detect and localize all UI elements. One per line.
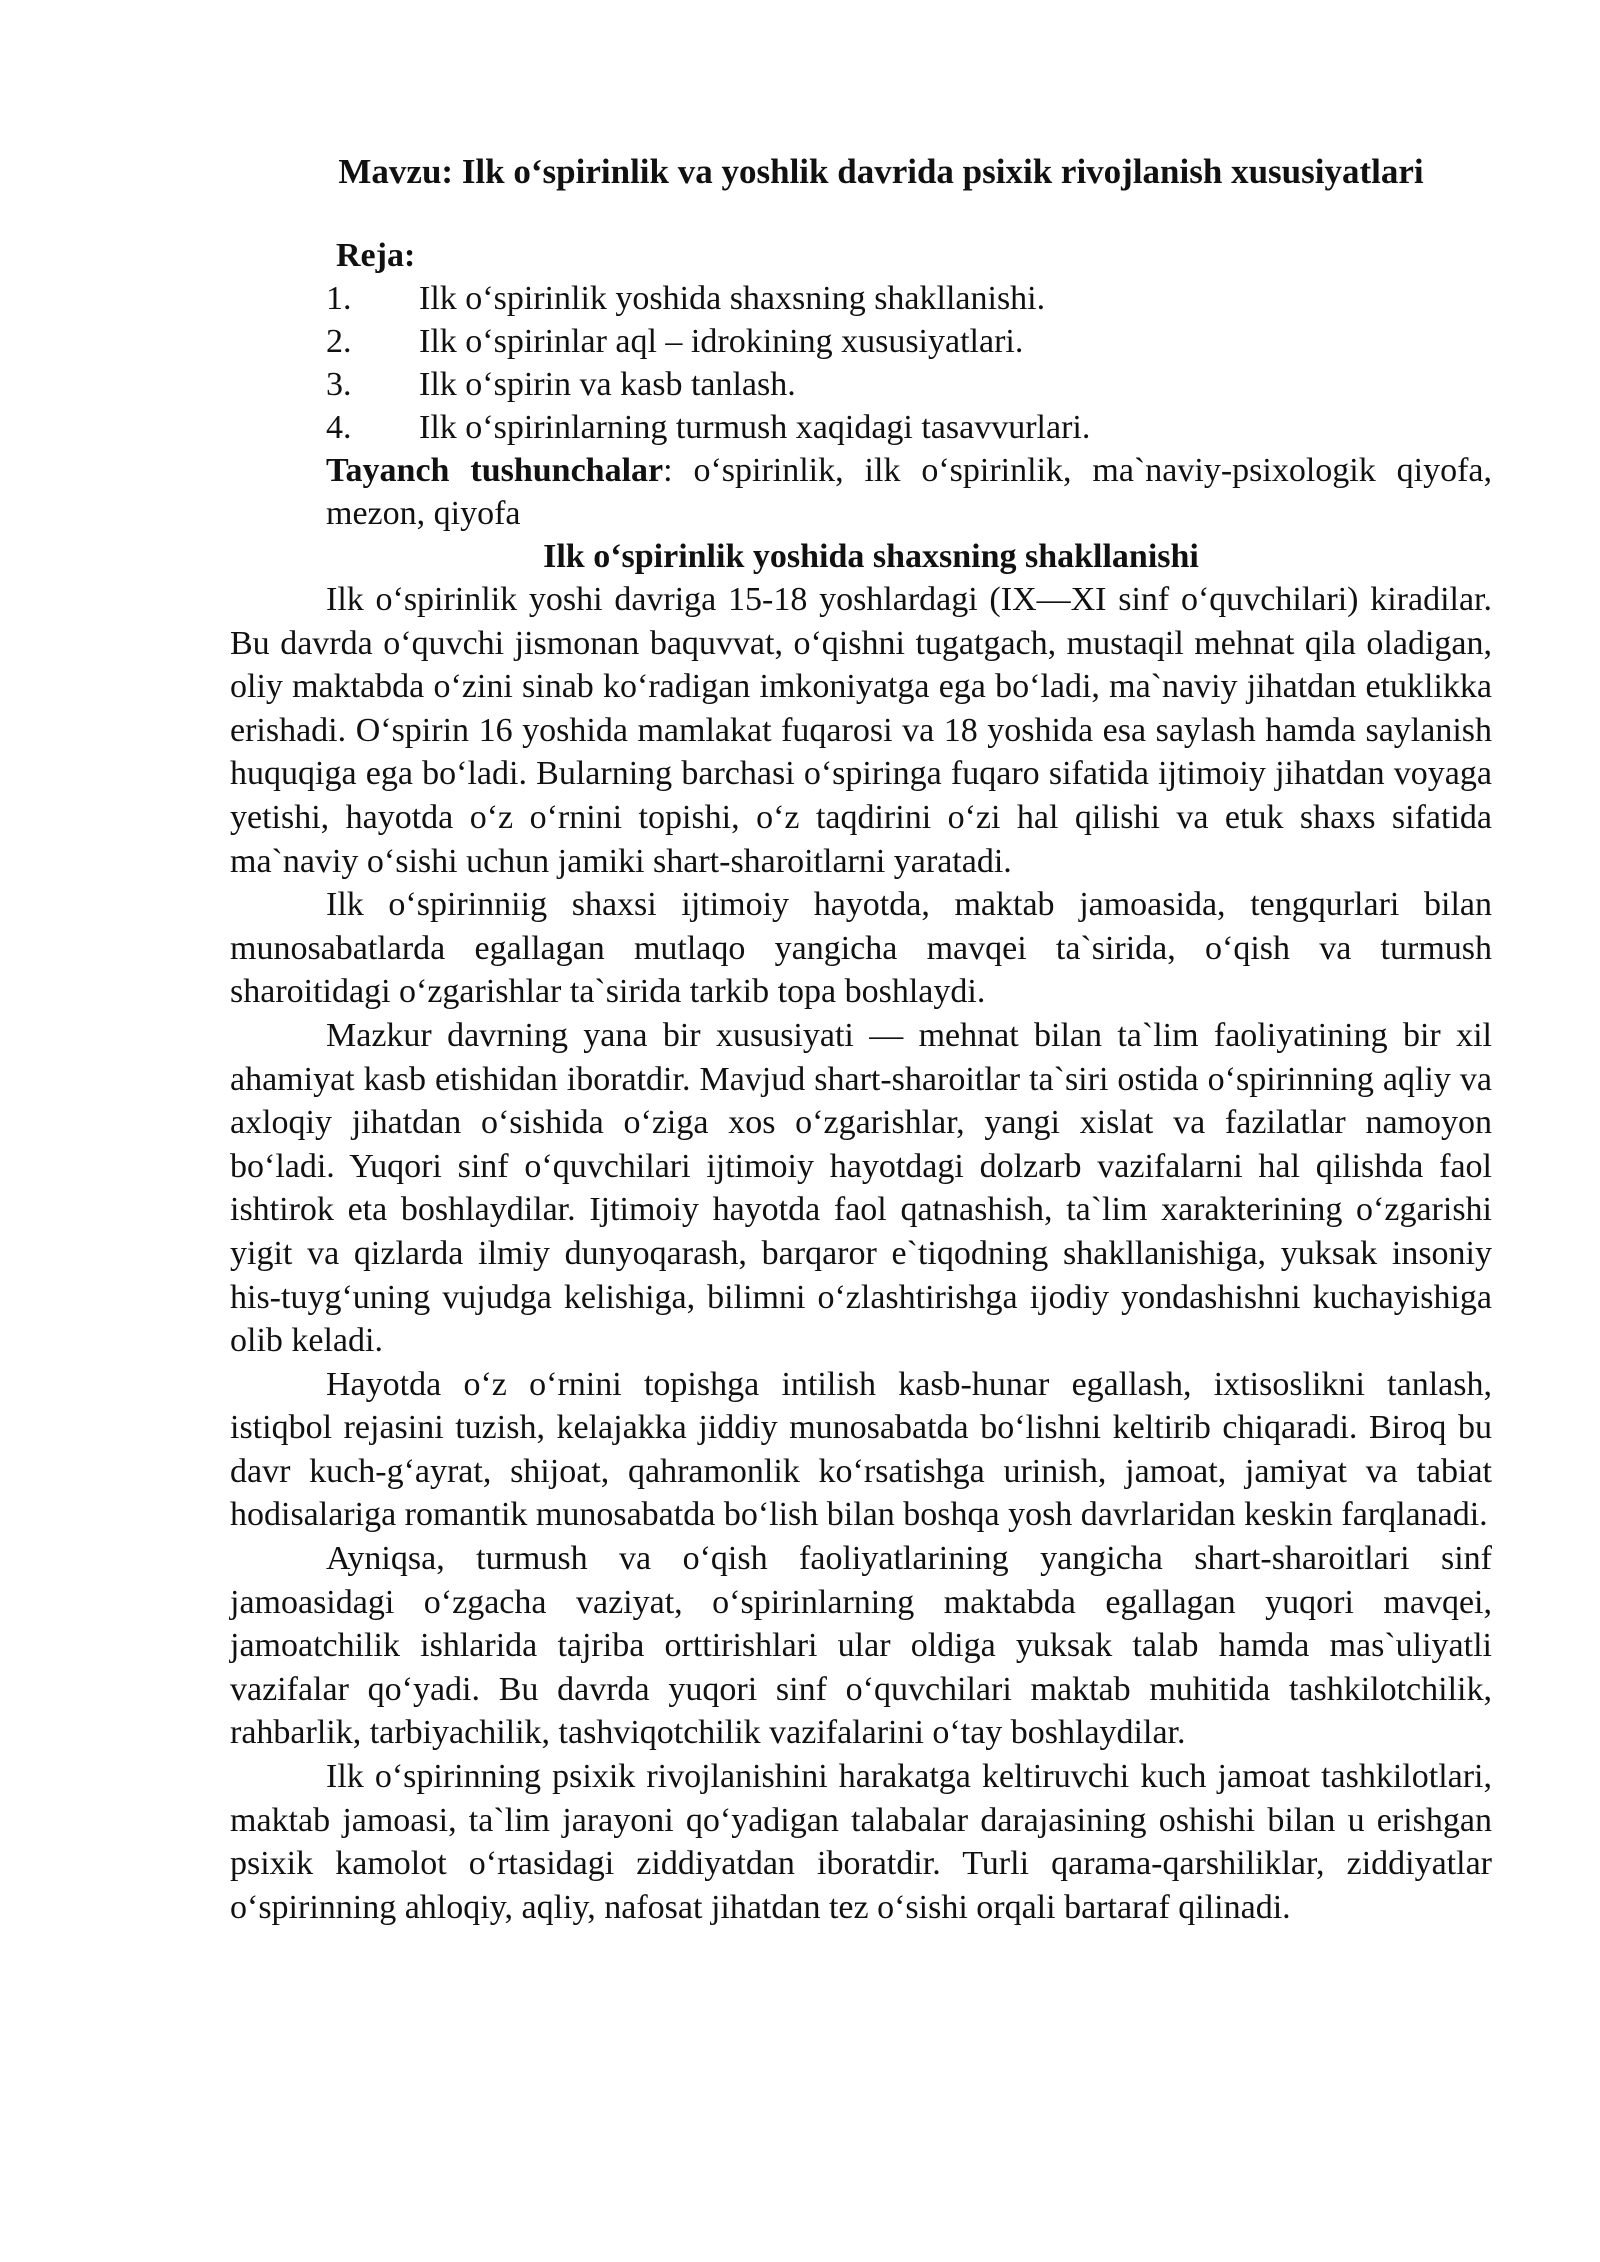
document-title: Mavzu: Ilk o‘spirinlik va yoshlik davrida psixik rivojlanish xususiyatlari — [338, 152, 1424, 191]
plan-item-text: Ilk o‘spirinlik yoshida shaxsning shakllanishi. — [419, 280, 1046, 317]
plan-item-text: Ilk o‘spirinlarning turmush xaqidagi tasavvurlari. — [419, 409, 1091, 446]
plan-item-number: 2. — [326, 323, 352, 360]
plan-item — [326, 363, 1492, 406]
plan-item — [326, 320, 1492, 363]
plan-item-number: 1. — [326, 280, 352, 317]
keywords-text: : o‘spirinlik, ilk o‘spirinlik, ma`naviy-psixologik qiyofa, mezon, qiyofa — [326, 452, 1492, 532]
keywords-label: Tayanch tushunchalar — [326, 452, 664, 489]
plan-item-text: Ilk o‘spirinlar aql – idrokining xususiyatlari. — [419, 323, 1024, 360]
paragraph: Ilk o‘spirinlik yoshi davriga 15-18 yoshlardagi (IX—XI sinf o‘quvchilari) kiradilar. Bu davrda o‘quvchi jismonan baquvvat, o‘qishni tugatgach, mustaqil mehnat qila oladigan, oliy maktabda o‘zini sinab ko‘radigan imkoniyatga ega bo‘ladi, ma`naviy jihatdan etuklikka erishadi. O‘spirin 16 yoshida mamlakat fuqarosi va 18 yoshida esa saylash hamda saylanish huquqiga ega bo‘ladi. Bularning barchasi o‘spiringa fuqaro sifatida ijtimoiy jihatdan voyaga yetishi, hayotda o‘z o‘rnini topishi, o‘z taqdirini o‘zi hal qilishi va etuk shaxs sifatida ma`naviy o‘sishi uchun jamiki shart-sharoitlarni yaratadi. — [230, 581, 1492, 880]
plan-heading: Reja: — [336, 237, 416, 274]
plan-item — [326, 277, 1492, 320]
paragraph: Ilk o‘spirinniig shaxsi ijtimoiy hayotda, maktab jamoasida, tengqurlari bilan munosabatlarda egallagan mutlaqo yangicha mavqei ta`sirida, o‘qish va turmush sharoitidagi o‘zgarishlar ta`sirida tarkib topa boshlaydi. — [230, 886, 1492, 1011]
plan-item-number: 4. — [326, 409, 352, 446]
section-title: Ilk o‘spirinlik yoshida shaxsning shakllanishi — [543, 538, 1199, 575]
paragraph: Ilk o‘spirinning psixik rivojlanishini harakatga keltiruvchi kuch jamoat tashkilotlari, maktab jamoasi, ta`lim jarayoni qo‘yadigan talabalar darajasining oshishi bilan u erishgan psixik kamolot o‘rtasidagi ziddiyatdan iboratdir. Turli qarama-qarshiliklar, ziddiyatlar o‘spirinning ahloqiy, aqliy, nafosat jihatdan tez o‘sishi orqali bartaraf qilinadi. — [230, 1758, 1492, 1926]
paragraph: Hayotda o‘z o‘rnini topishga intilish kasb-hunar egallash, ixtisoslikni tanlash, istiqbol rejasini tuzish, kelajakka jiddiy munosabatda bo‘lishni keltirib chiqaradi. Biroq bu davr kuch-g‘ayrat, shijoat, qahramonlik ko‘rsatishga urinish, jamoat, jamiyat va tabiat hodisalariga romantik munosabatda bo‘lish bilan boshqa yosh davrlaridan keskin farqlanadi. — [230, 1365, 1492, 1534]
plan-list — [326, 277, 1492, 449]
keywords-line — [326, 449, 1492, 535]
paragraph: Ayniqsa, turmush va o‘qish faoliyatlarining yangicha shart-sharoitlari sinf jamoasidagi o‘zgacha vaziyat, o‘spirinlarning maktabda egallagan yuqori mavqei, jamoatchilik ishlarida tajriba orttirishlari ular oldiga yuksak talab hamda mas`uliyatli vazifalar qo‘yadi. Bu davrda yuqori sinf o‘quvchilari maktab muhitida tashkilotchilik, rahbarlik, tarbiyachilik, tashviqotchilik vazifalarini o‘tay boshlaydilar. — [230, 1540, 1492, 1752]
plan-item-number: 3. — [326, 366, 352, 403]
plan-item — [326, 406, 1492, 449]
plan-section — [326, 234, 1492, 535]
document-body — [230, 150, 1492, 1929]
plan-item-text: Ilk o‘spirin va kasb tanlash. — [419, 366, 796, 403]
paragraph: Mazkur davrning yana bir xususiyati — mehnat bilan ta`lim faoliyatining bir xil ahamiyat kasb etishidan iboratdir. Mavjud shart-sharoitlar ta`siri ostida o‘spirinning aqliy va axloqiy jihatdan o‘sishida o‘ziga xos o‘zgarishlar, yangi xislat va fazilatlar namoyon bo‘ladi. Yuqori sinf o‘quvchilari ijtimoiy hayotdagi dolzarb vazifalarni hal qilishda faol ishtirok eta boshlaydilar. Ijtimoiy hayotda faol qatnashish, ta`lim xarakterining o‘zgarishi yigit va qizlarda ilmiy dunyoqarash, barqaror e`tiqodning shakllanishiga, yuksak insoniy his-tuyg‘uning vujudga kelishiga, bilimni o‘zlashtirishga ijodiy yondashishni kuchayishiga olib keladi. — [230, 1016, 1492, 1360]
